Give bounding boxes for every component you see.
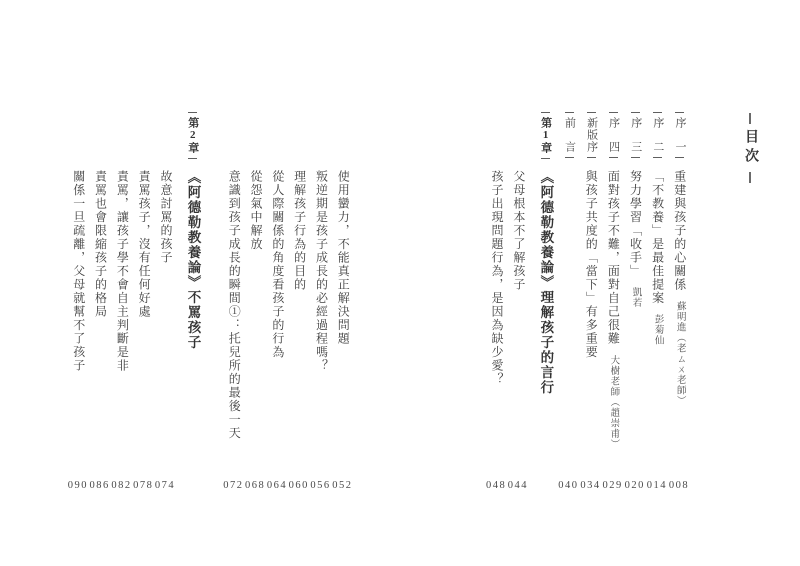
entry-title: 關係一旦疏離，父母就幫不了孩子 [71,170,86,373]
entry-label-slot [539,112,552,170]
entry-label: 序 一 [674,117,686,153]
entry-author: 蘇明進（老ㄙㄨ老師） [674,300,685,406]
entry-title: 責罵也會限縮孩子的格局 [93,170,108,319]
toc-entry [558,112,579,492]
label-rule-bottom [541,158,550,159]
entry-label-slot [629,112,642,170]
toc-entry [646,112,667,492]
entry-page-number: 008 [668,479,690,491]
entry-title: 《阿德勒教養論》理解孩子的言行 [538,170,554,395]
entry-label-slot [651,112,664,170]
label-rule-top [631,112,640,113]
entry-page-number: 078 [133,479,154,491]
entry-title: 「不教養」是最佳提案 [650,170,665,305]
toc-entry [133,112,154,492]
toc-entry [223,112,244,492]
entry-page-number: 072 [223,479,244,491]
toc-entry [538,112,554,492]
entry-page-number: 040 [558,479,579,491]
entry-label: 新版序 [585,117,598,153]
toc-entry [67,112,88,492]
toc-entry [624,112,645,492]
entry-title: 從怨氣中解放 [249,170,264,251]
entry-page-number: 086 [89,479,110,491]
label-rule-bottom [188,158,197,159]
label-rule-bottom [565,157,574,158]
entry-label-slot [563,112,576,170]
entry-label-slot [585,112,598,170]
entry-title: 努力學習「收手」 [628,170,643,278]
toc-entry [266,112,288,492]
toc-entry [332,112,353,492]
entry-title: 使用蠻力，不能真正解決問題 [336,170,351,346]
label-rule-top [675,112,684,113]
entry-author: 凱若 [630,287,641,308]
entry-label: 第1章 [539,117,552,154]
entry-label-slot [186,112,199,170]
toc-entry [310,112,331,492]
entry-label-slot [673,112,686,170]
entry-page-number: 029 [602,479,623,491]
entry-label: 前 言 [563,117,576,153]
entry-page-number: 048 [486,479,507,491]
title-dash-top [749,113,751,124]
entry-label: 第2章 [186,117,199,154]
title-dash-bottom [749,172,751,183]
entry-title: 理解孩子行為的目的 [292,170,307,292]
entry-page-number: 014 [646,479,667,491]
toc-entry [668,112,690,492]
entry-page-number: 090 [67,479,88,491]
entry-label: 序 三 [629,117,642,153]
label-rule-top [653,112,662,113]
entry-author: 大樹老師（趙崇甫） [608,354,619,449]
entry-title: 孩子出現問題行為，是因為缺少愛？ [490,170,505,386]
toc-entry [185,112,201,492]
entry-page-number: 056 [310,479,331,491]
entry-page-number: 060 [288,479,309,491]
entry-title: 父母根本不了解孩子 [511,170,526,292]
toc-entry [154,112,176,492]
entry-title: 重建與孩子的心關係 [672,170,687,292]
label-rule-bottom [587,157,596,158]
label-rule-bottom [631,157,640,158]
toc-entry [89,112,110,492]
entry-label: 序 四 [607,117,620,153]
entry-page-number: 044 [507,479,529,491]
entry-title: 責罵孩子，沒有任何好處 [137,170,152,319]
toc-entry [602,112,623,492]
entry-page-number: 068 [245,479,266,491]
label-rule-top [188,112,197,113]
page-title: 目次 [743,129,758,167]
toc-title-block [740,113,760,183]
entry-page-number: 082 [111,479,132,491]
label-rule-bottom [675,157,684,158]
entry-page-number: 052 [332,479,353,491]
entry-title: 與孩子共度的「當下」有多重要 [584,170,599,359]
entry-page-number: 020 [624,479,645,491]
toc-entry [111,112,132,492]
entry-author: 彭菊仙 [652,314,663,346]
entry-label-slot [607,112,620,170]
toc-entry [580,112,601,492]
entry-title: 《阿德勒教養論》不罵孩子 [185,170,201,350]
toc-entry [245,112,266,492]
entry-title: 意識到孩子成長的瞬間①：托兒所的最後一天 [227,170,242,440]
entry-title: 叛逆期是孩子成長的必經過程嗎？ [314,170,329,373]
label-rule-bottom [653,157,662,158]
label-rule-top [541,112,550,113]
entry-title: 從人際關係的角度看孩子的行為 [270,170,285,359]
toc-entries [63,112,690,492]
entry-page-number: 074 [154,479,176,491]
entry-page-number: 064 [266,479,288,491]
entry-label: 序 二 [651,117,664,153]
entry-title: 故意討罵的孩子 [158,170,173,265]
entry-title: 責罵，讓孩子學不會自主判斷是非 [115,170,130,373]
label-rule-top [587,112,596,113]
toc-entry [288,112,309,492]
label-rule-bottom [609,157,618,158]
toc-entry [486,112,507,492]
label-rule-top [565,112,574,113]
toc-entry [507,112,529,492]
label-rule-top [609,112,618,113]
entry-title: 面對孩子不難，面對自己很難 [606,170,621,346]
entry-page-number: 034 [580,479,601,491]
